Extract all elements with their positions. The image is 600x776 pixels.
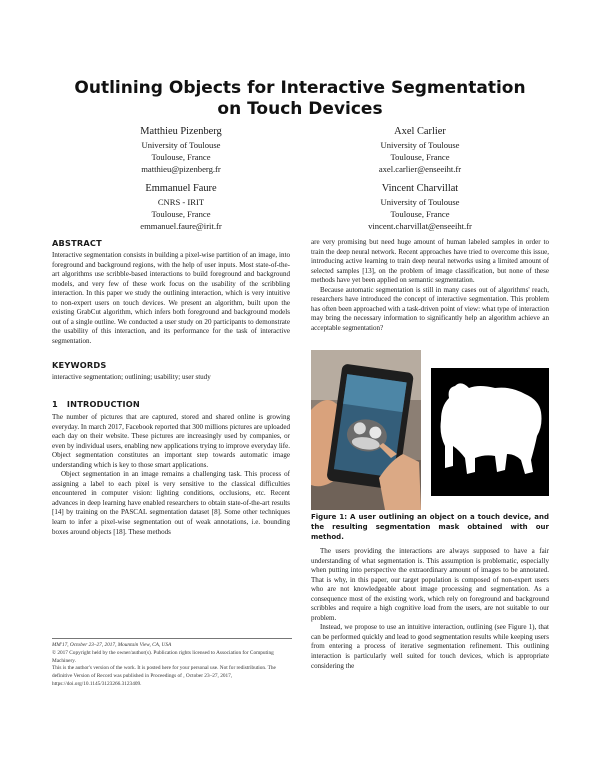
footnote-version: This is the author's version of the work. It is posted here for your personal use. Not for redistribution. The definitive Version of Record was published in Proceedings of , October 23–27, 2017, https://doi.org/10.1145/3123266.3123409. bbox=[52, 665, 276, 687]
author-email: axel.carlier@enseeiht.fr bbox=[378, 164, 462, 174]
right-paragraph-1: are very promising but need huge amount of human labeled samples in order to train the deep neural network. Recent approaches have tried to overcome this issue, introducing active learning to train deep neural networks using a limited amount of selected samples [13], on the problem of image classification, but none of these methods have yet been applied on semantic segmentation. bbox=[311, 238, 549, 285]
author-location: Toulouse, France bbox=[390, 152, 450, 162]
figure-1 bbox=[311, 350, 549, 510]
author-location: Toulouse, France bbox=[390, 209, 450, 219]
right-paragraph-3: The users providing the interactions are always supposed to have a fair understanding of what segmentation is. This assumption is problematic, especially when putting into perspective the extraordinary amount of images to be annotated. That is why, in this paper, our target population is composed of non-expert users who are not knowledgeable about image processing and segmentation. As a consequence most of the existing work, which rely on foreground and background scribbles and require a high cognitive load from the users, are not suitable to our problem. bbox=[311, 547, 549, 622]
author-name: Axel Carlier bbox=[394, 126, 446, 137]
author-email: matthieu@pizenberg.fr bbox=[141, 164, 221, 174]
keywords-heading: KEYWORDS bbox=[52, 360, 107, 371]
author-location: Toulouse, France bbox=[151, 209, 211, 219]
section-title: INTRODUCTION bbox=[66, 399, 140, 410]
author-location: Toulouse, France bbox=[151, 152, 211, 162]
figure-1-caption: Figure 1: A user outlining an object on a touch device, and the resulting segmentation mask obtained with our method. bbox=[311, 513, 549, 541]
abstract-text: Interactive segmentation consists in building a pixel-wise partition of an image, into foreground and background regions, with the help of user inputs. Most state-of-the-art algorithms use scribble-based interactions to build foreground and background models, and very few of these work focus on the usability of the scribbling interaction. In this paper we study the outlining interaction, which is very intuitive to non-expert users on touch devices. We present an algorithm, built upon the existing GrabCut algorithm, which infers both foreground and background models out of a single outline. We conducted a user study on 20 participants to demonstrate the usability of this interaction, and its performance for the task of interactive segmentation. bbox=[52, 251, 290, 345]
figure-1-images bbox=[311, 350, 549, 510]
tablet-photo bbox=[311, 350, 421, 510]
right-column-bottom bbox=[311, 547, 549, 671]
author-name: Emmanuel Faure bbox=[145, 183, 217, 194]
footnote-venue: MM'17, October 23–27, 2017, Mountain View, CA, USA bbox=[52, 642, 172, 648]
copyright-footnote bbox=[52, 638, 292, 689]
right-column-top bbox=[311, 238, 549, 333]
footnote-rule bbox=[52, 638, 292, 639]
author-email: emmanuel.faure@irit.fr bbox=[140, 221, 222, 231]
author-block-1 bbox=[61, 125, 301, 175]
segmentation-mask bbox=[431, 368, 549, 496]
author-block-3 bbox=[61, 182, 301, 232]
author-block-2 bbox=[300, 125, 540, 175]
author-email: vincent.charvillat@enseeiht.fr bbox=[368, 221, 472, 231]
right-paragraph-2: Because automatic segmentation is still in many cases out of algorithms' reach, researchers have introduced the concept of interactive segmentation. This problem has often been approached with a task-driven point of view: what type of interaction may bring the necessary information to significantly help an algorithm achieve an acceptable segmentation? bbox=[311, 285, 549, 332]
author-block-4 bbox=[300, 182, 540, 232]
author-name: Vincent Charvillat bbox=[381, 183, 459, 194]
left-column bbox=[52, 238, 290, 537]
footnote-copyright: © 2017 Copyright held by the owner/author(s). Publication rights licensed to Association for Computing Machinery. bbox=[52, 649, 274, 664]
intro-paragraph-2: Object segmentation in an image remains a challenging task. This process of assigning a label to each pixel is very sensitive to the classical difficulties encountered in computer vision: lighting conditions, occlusions, etc. Recent advances in deep learning have enabled researchers to obtain state-of-the-art results [14] by training on the PASCAL segmentation dataset [8]. Some other techniques learn to infer a pixel-wise segmentation out of weak annotations, i.e. bounding boxes around objects [18]. These methods bbox=[52, 470, 290, 536]
paper-title: Outlining Objects for Interactive Segmentation on Touch Devices bbox=[74, 78, 526, 119]
author-name: Matthieu Pizenberg bbox=[140, 126, 222, 137]
section-number: 1 bbox=[52, 399, 58, 410]
introduction-heading bbox=[52, 399, 290, 410]
abstract-heading: ABSTRACT bbox=[52, 238, 102, 248]
keywords-text: interactive segmentation; outlining; usability; user study bbox=[52, 373, 211, 382]
right-paragraph-4: Instead, we propose to use an intuitive interaction, outlining (see Figure 1), that can be performed quickly and lead to good segmentation results while keeping users from entering a process of iterative segmentation refinement. This outlining interaction is particularly well suited for touch devices, which is appropriate considering the bbox=[311, 623, 549, 670]
author-affiliation: University of Toulouse bbox=[141, 140, 221, 150]
author-affiliation: CNRS - IRIT bbox=[157, 197, 205, 207]
intro-paragraph-1: The number of pictures that are captured, stored and shared online is growing everyday. In march 2017, Facebook reported that 300 millions pictures are uploaded each day on their website. These pictures are increasingly used by companies, or even by individual users, enabling new applications trying to improve everyday life. Object segmentation constitutes an important step towards automatic image understanding which is key to those smart applications. bbox=[52, 413, 290, 469]
author-affiliation: University of Toulouse bbox=[380, 197, 460, 207]
author-affiliation: University of Toulouse bbox=[380, 140, 460, 150]
